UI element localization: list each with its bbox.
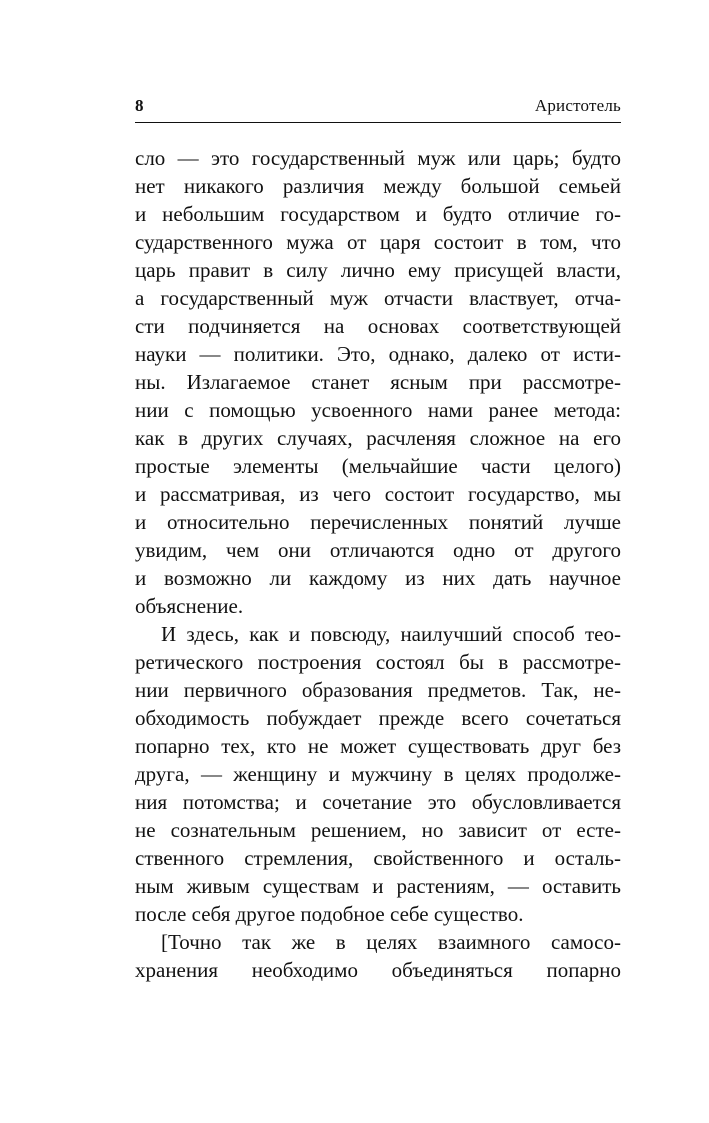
text-line: науки — политики. Это, однако, далеко от исти- [135, 342, 621, 366]
text-line: ным живым существам и растениям, — оставить [135, 874, 621, 898]
text-line: хранения необходимо объединяться попарно [135, 958, 621, 982]
text-line: и относительно перечисленных понятий лучше [135, 510, 621, 534]
text-line: ственного стремления, свойственного и осталь- [135, 846, 621, 870]
text-line: царь правит в силу лично ему присущей власти, [135, 258, 621, 282]
text-line: сти подчиняется на основах соответствующей [135, 314, 621, 338]
text-line: увидим, чем они отличаются одно от другого [135, 538, 621, 562]
text-line: нии с помощью усвоенного нами ранее метода: [135, 398, 621, 422]
text-line: обходимость побуждает прежде всего сочетаться [135, 706, 621, 730]
paragraph [135, 620, 621, 928]
text-line: сло — это государственный муж или царь; будто [135, 146, 621, 170]
text-line: друга, — женщину и мужчину в целях продолже- [135, 762, 621, 786]
text-line: и небольшим государством и будто отличие го- [135, 202, 621, 226]
text-line: нии первичного образования предметов. Так, не- [135, 678, 621, 702]
text-line: после себя другое подобное себе существо. [135, 902, 524, 926]
text-line: не сознательным решением, но зависит от есте- [135, 818, 621, 842]
text-line: и рассматривая, из чего состоит государство, мы [135, 482, 621, 506]
body-text [135, 144, 621, 984]
text-line: ния потомства; и сочетание это обусловливается [135, 790, 621, 814]
running-header [135, 94, 621, 123]
text-line: нет никакого различия между большой семьей [135, 174, 621, 198]
text-line: [Точно так же в целях взаимного самосо- [161, 930, 621, 954]
text-line: попарно тех, кто не может существовать друг без [135, 734, 621, 758]
text-line: как в других случаях, расчленяя сложное на его [135, 426, 621, 450]
text-line: и возможно ли каждому из них дать научное [135, 566, 621, 590]
text-line: простые элементы (мельчайшие части целого) [135, 454, 621, 478]
text-line: И здесь, как и повсюду, наилучший способ тео- [161, 622, 621, 646]
text-line: ретического построения состоял бы в рассмотре- [135, 650, 621, 674]
text-line: объяснение. [135, 594, 244, 618]
text-line: сударственного мужа от царя состоит в том, что [135, 230, 621, 254]
text-line: ны. Излагаемое станет ясным при рассмотре- [135, 370, 621, 394]
paragraph [135, 928, 621, 984]
running-title: Аристотель [534, 96, 621, 115]
paragraph [135, 144, 621, 620]
text-line: а государственный муж отчасти властвует, отча- [135, 286, 621, 310]
page-number: 8 [135, 96, 144, 115]
